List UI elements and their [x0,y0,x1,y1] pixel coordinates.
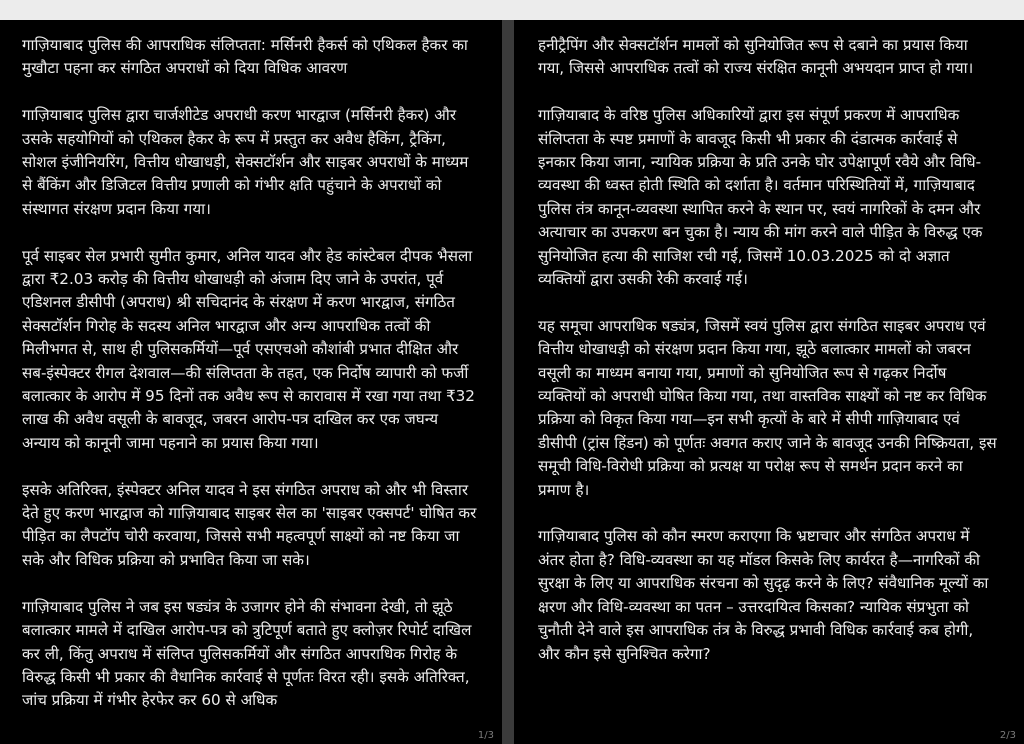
paragraph: गाज़ियाबाद पुलिस को कौन स्मरण कराएगा कि भ्रष्टाचार और संगठित अपराध में अंतर होता है? विधि-व्यवस्था का यह मॉडल किसके लिए कार्यरत है—नागरिकों की सुरक्षा के लिए या आपराधिक संरचना को सुदृढ़ करने के लिए? संवैधानिक मूल्यों का क्षरण और विधि-व्यवस्था का पतन – उत्तरदायित्व किसका? न्यायिक संप्रभुता को चुनौती देने वाले इस आपराधिक तंत्र के विरुद्ध प्रभावी विधिक कार्रवाई कब होगी, और कौन इसे सुनिश्चित करेगा? [538,527,989,663]
paragraph: गाज़ियाबाद के वरिष्ठ पुलिस अधिकारियों द्वारा इस संपूर्ण प्रकरण में आपराधिक संलिप्तता के स्पष्ट प्रमाणों के बावजूद किसी भी प्रकार की दंडात्मक कार्रवाई से इनकार किया जाना, न्यायिक प्रक्रिया के प्रति उनके घोर उपेक्षापूर्ण रवैये और विधि-व्यवस्था की ध्वस्त होती स्थिति को दर्शाता है। वर्तमान परिस्थितियों में, गाज़ियाबाद पुलिस तंत्र कानून-व्यवस्था स्थापित करने के स्थान पर, स्वयं नागरिकों के दमन और अत्याचार का उपकरण बन चुका है। न्याय की मांग करने वाले पीड़ित के विरुद्ध एक सुनियोजित हत्या की साजिश रची गई, जिसमें 10.03.2025 को दो अज्ञात व्यक्तियों द्वारा उसकी रेकी करवाई गई। [538,106,983,289]
paragraph: गाज़ियाबाद पुलिस ने जब इस षड्यंत्र के उजागर होने की संभावना देखी, तो झूठे बलात्कार मामले में दाखिल आरोप-पत्र को त्रुटिपूर्ण बताते हुए क्लोज़र रिपोर्ट दाखिल कर ली, किंतु अपराध में संलिप्त पुलिसकर्मियों और संगठित आपराधिक गिरोह के विरुद्ध किसी भी प्रकार की वैधानिक कार्रवाई से पूर्णतः विरत रही। इसके अतिरिक्त, जांच प्रक्रिया में गंभीर हेरफेर कर 60 से अधिक [22,597,472,710]
viewer-top-bar [0,0,1024,20]
paragraph: यह समूचा आपराधिक षड्यंत्र, जिसमें स्वयं पुलिस द्वारा संगठित साइबर अपराध एवं वित्तीय धोखाधड़ी को संरक्षण प्रदान किया गया, झूठे बलात्कार मामलों को जबरन वसूली का माध्यम बनाया गया, प्रमाणों को सुनियोजित रूप से गढ़कर निर्दोष व्यक्तियों को अपराधी घोषित किया गया, तथा वास्तविक साक्ष्यों को नष्ट कर विधिक प्रक्रिया को विकृत किया गया—इन सभी कृत्यों के बारे में सीपी गाज़ियाबाद एवं डीसीपी (ट्रांस हिंडन) को पूर्णतः अवगत कराए जाने के बावजूद उनकी निष्क्रियता, इस समूची विधि-विरोधी प्रक्रिया को प्रत्यक्ष या परोक्ष रूप से समर्थन प्रदान करने का प्रमाण है। [538,316,997,499]
page-gutter [502,20,514,744]
article-title: गाज़ियाबाद पुलिस की आपराधिक संलिप्तता: मर्सिनरी हैकर्स को एथिकल हैकर का मुखौटा पहना कर संगठित अपराधों को दिया विधिक आवरण [22,36,468,78]
document-page-1 [0,20,502,744]
page-number: 1/3 [477,730,494,741]
paragraph: इसके अतिरिक्त, इंस्पेक्टर अनिल यादव ने इस संगठित अपराध को और भी विस्तार देते हुए करण भारद्वाज को गाज़ियाबाद साइबर सेल का 'साइबर एक्सपर्ट' घोषित कर पीड़ित का लैपटॉप चोरी करवाया, जिससे सभी महत्वपूर्ण साक्ष्यों को नष्ट किया जा सके और विधिक प्रक्रिया को प्रभावित किया जा सके। [22,480,477,569]
paragraph: पूर्व साइबर सेल प्रभारी सुमीत कुमार, अनिल यादव और हेड कांस्टेबल दीपक भैसला द्वारा ₹2.03 करोड़ की वित्तीय धोखाधड़ी को अंजाम दिए जाने के उपरांत, पूर्व एडिशनल डीसीपी (अपराध) श्री सचिदानंद के संरक्षण में करण भारद्वाज, संगठित सेक्सटॉर्शन गिरोह के सदस्य अनिल भारद्वाज और अन्य आपराधिक तत्वों की मिलीभगत से, साथ ही पुलिसकर्मियों—पूर्व एसएचओ कौशांबी प्रभात दीक्षित और सब-इंस्पेक्टर रीगल देशवाल—की संलिप्तता के तहत, एक निर्दोष व्यापारी को फर्जी बलात्कार के आरोप में 95 दिनों तक अवैध रूप से कारावास में रखा गया तथा ₹32 लाख की अवैध वसूली के बावजूद, जबरन आरोप-पत्र दाखिल कर एक जघन्य अन्याय को कानूनी जामा पहनाने का प्रयास किया गया। [22,246,475,452]
page-2-text-column [538,34,998,689]
page-1-text-column [22,34,477,736]
paragraph: गाज़ियाबाद पुलिस द्वारा चार्जशीटेड अपराधी करण भारद्वाज (मर्सिनरी हैकर) और उसके सहयोगियों को एथिकल हैकर के रूप में प्रस्तुत कर अवैध हैकिंग, ट्रैकिंग, सोशल इंजीनियरिंग, वित्तीय धोखाधड़ी, सेक्सटॉर्शन और साइबर अपराधों के माध्यम से बैंकिंग और डिजिटल वित्तीय प्रणाली को गंभीर क्षति पहुंचाने के अपराधों को संस्थागत संरक्षण प्रदान किया गया। [22,106,469,218]
page-number: 2/3 [999,730,1016,741]
paragraph: हनीट्रैपिंग और सेक्सटॉर्शन मामलों को सुनियोजित रूप से दबाने का प्रयास किया गया, जिससे आपराधिक तत्वों को राज्य संरक्षित कानूनी अभयदान प्राप्त हो गया। [538,36,974,78]
document-page-2 [514,20,1024,744]
